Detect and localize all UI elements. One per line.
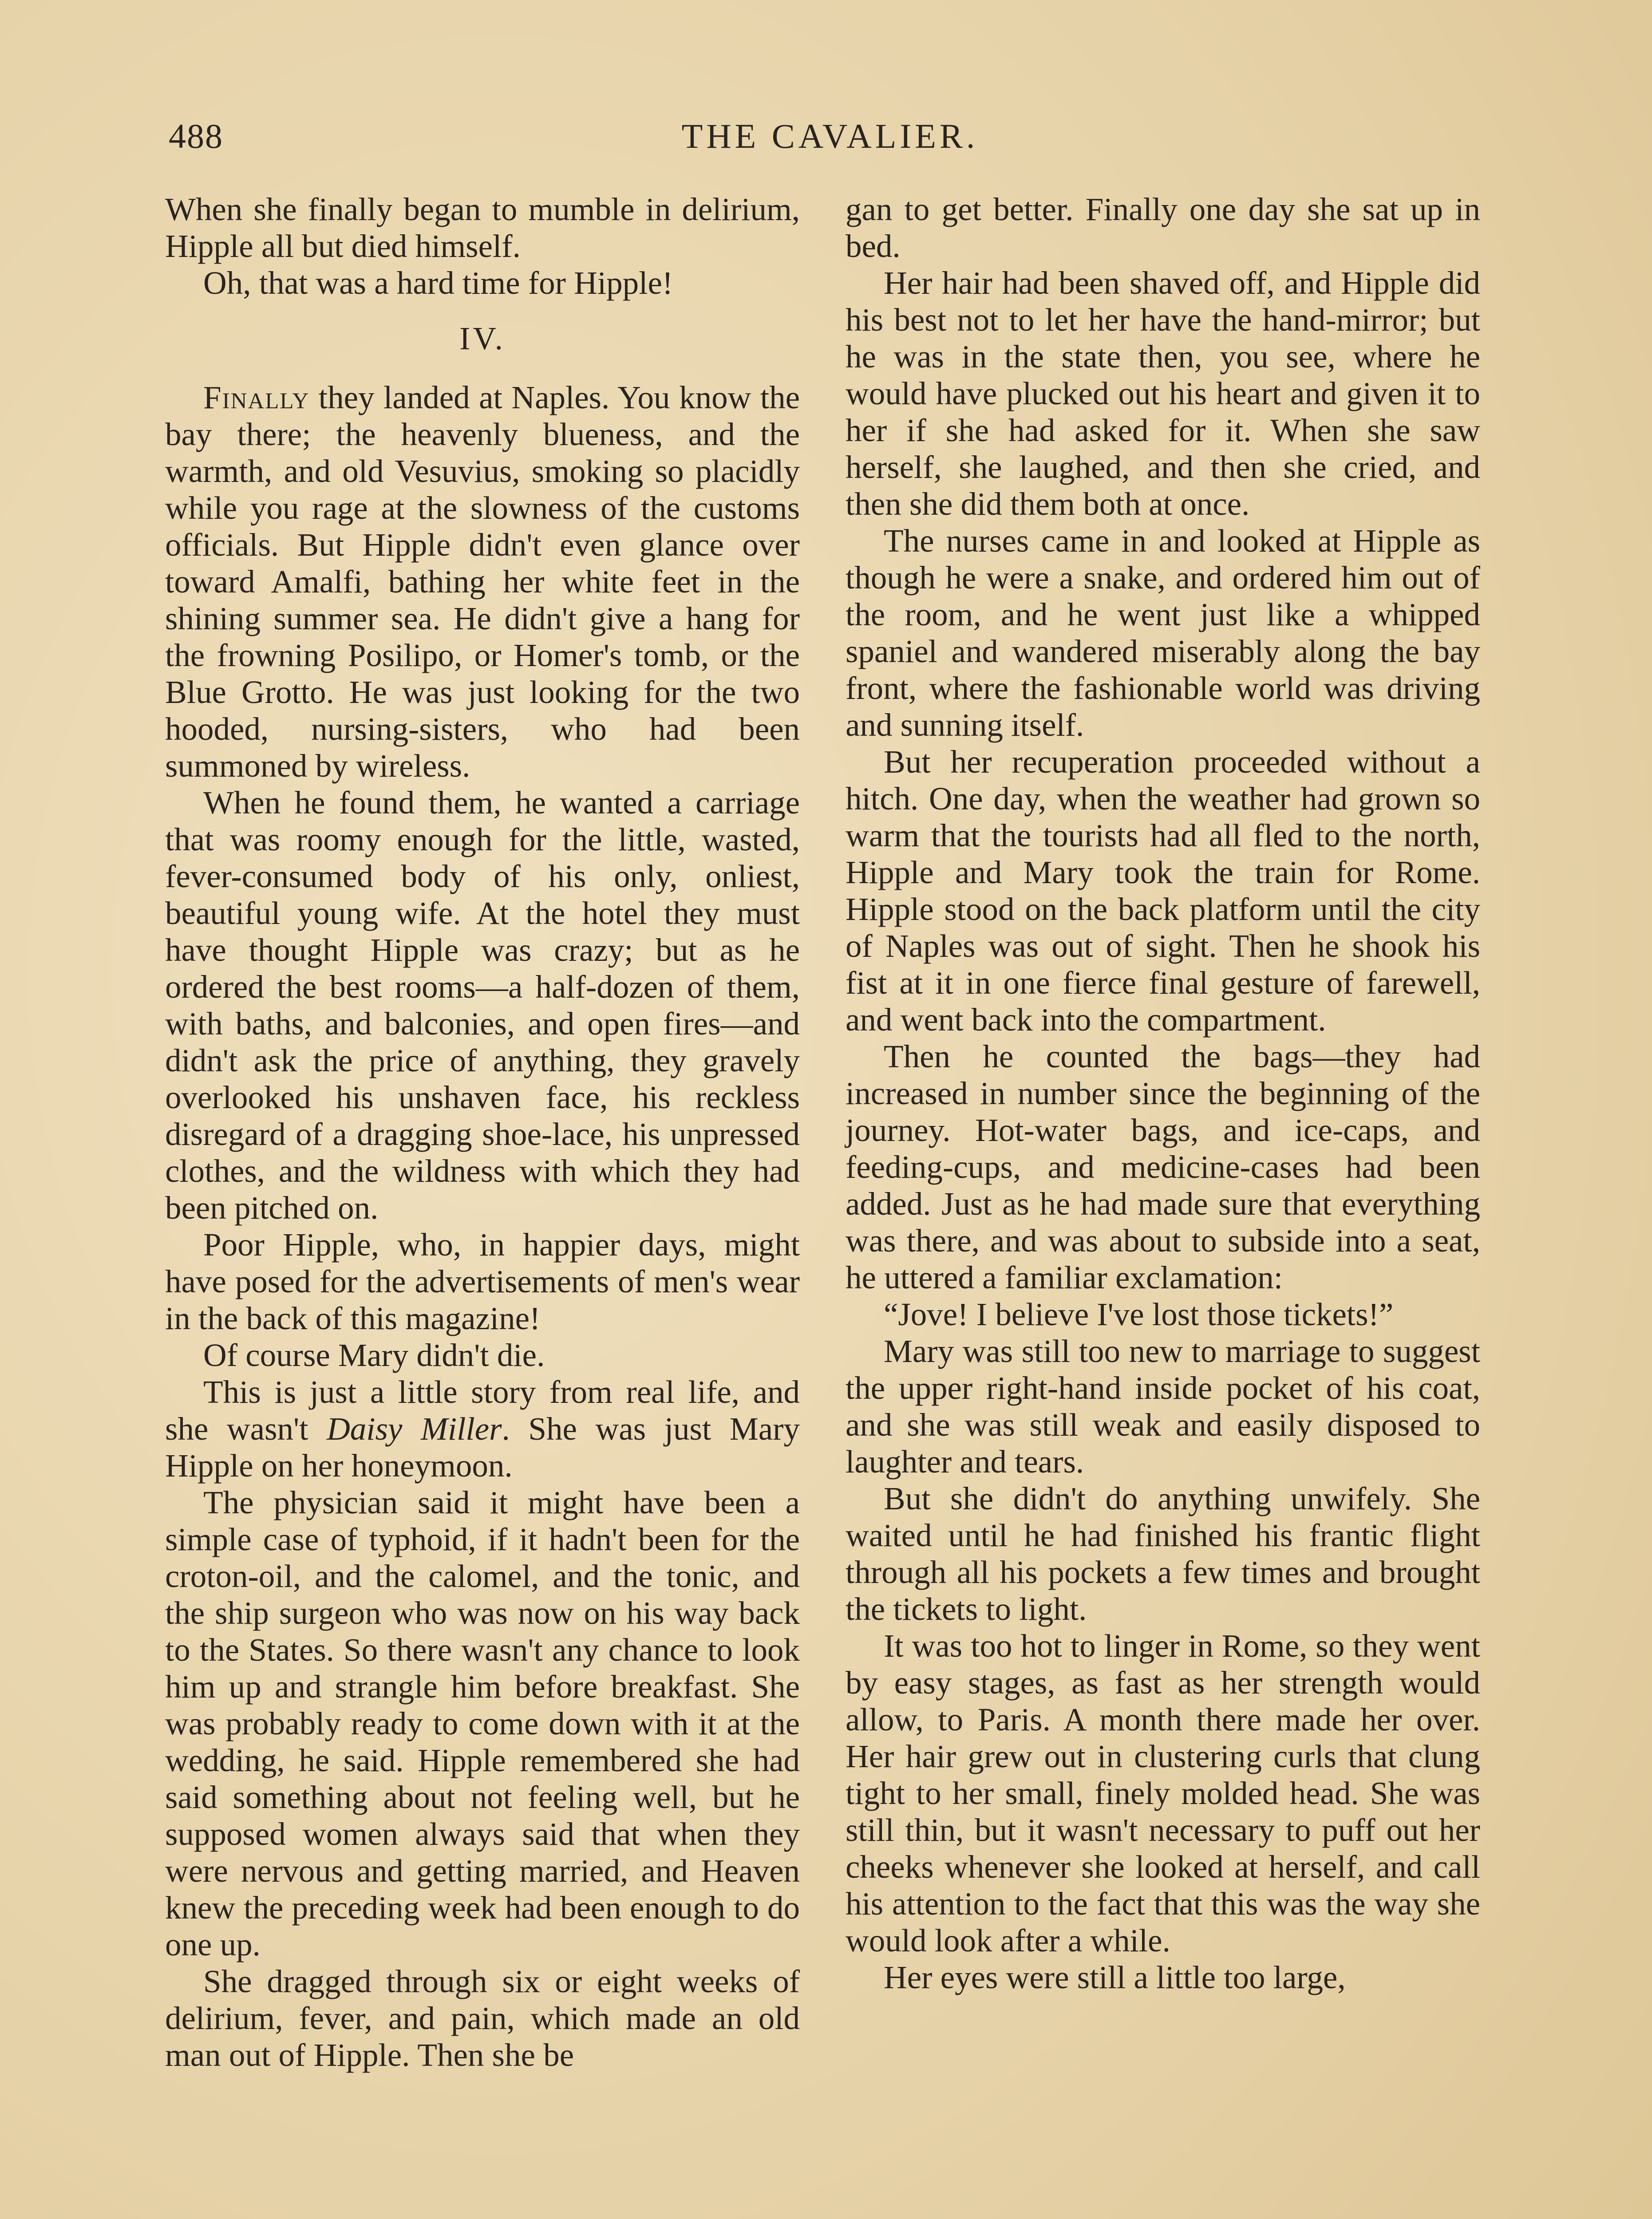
paragraph: gan to get better. Finally one day she sat up in bed. — [846, 191, 1480, 264]
book-title: Daisy Miller — [327, 1411, 502, 1447]
paragraph: She dragged through six or eight weeks of delirium, fever, and pain, which made an old man out of Hipple. Then she be — [165, 1963, 800, 2073]
paragraph — [165, 1374, 800, 1484]
paragraph-text: This is just a little story from real life, and she wasn't — [165, 1374, 800, 1447]
paragraph — [165, 379, 800, 784]
paragraph-text: they landed at Naples. You know the bay there; the heavenly blueness, and the warmth, and old Vesuvius, smoking so placidly while you rage at the slowness of the customs officials. But Hipple didn't even glance over toward Amalfi, bathing her white feet in the shining summer sea. He didn't give a hang for the frowning Posilipo, or Homer's tomb, or the Blue Grotto. He was just looking for the two hooded, nursing-sisters, who had been summoned by wireless. — [165, 379, 800, 784]
paragraph: The nurses came in and looked at Hipple as though he were a snake, and ordered him out of the room, and he went just like a whipped spaniel and wandered miserably along the bay front, where the fashionable world was driving and sunning itself. — [846, 523, 1480, 743]
right-column — [846, 191, 1480, 1996]
paragraph: When he found them, he wanted a carriage that was roomy enough for the little, wasted, fever-consumed body of his only, onliest, beautiful young wife. At the hotel they must have thought Hipple was crazy; but as he ordered the best rooms—a half-dozen of them, with baths, and balconies, and open fires—and didn't ask the price of anything, they gravely overlooked his unshaven face, his reckless disregard of a dragging shoe-lace, his unpressed clothes, and the wildness with which they had been pitched on. — [165, 785, 800, 1226]
paragraph: “Jove! I believe I've lost those tickets!” — [884, 1296, 1394, 1332]
paragraph: Her eyes were still a little too large, — [884, 1959, 1346, 1995]
paragraph: The physician said it might have been a simple case of typhoid, if it hadn't been for the croton-oil, and the calomel, and the tonic, and the ship surgeon who was now on his way back to the States. So there wasn't any chance to look him up and strangle him before breakfast. She was probably ready to come down with it at the wedding, he said. Hipple remembered she had said something about not feeling well, but he supposed women always said that when they were nervous and getting married, and Heaven knew the preceding week had been enough to do one up. — [165, 1485, 800, 1962]
paragraph: Then he counted the bags—they had increased in number since the beginning of the journey. Hot-water bags, and ice-caps, and feeding-cups, and medicine-cases had been added. Just as he had made sure that everything was there, and was about to subside into a seat, he uttered a familiar exclamation: — [846, 1038, 1480, 1295]
paragraph: But her recuperation proceeded without a hitch. One day, when the weather had grown so warm that the tourists had all fled to the north, Hipple and Mary took the train for Rome. Hipple stood on the back platform until the city of Naples was out of sight. Then he shook his fist at it in one fierce final gesture of farewell, and went back into the compartment. — [846, 744, 1480, 1038]
paragraph: But she didn't do anything unwifely. She waited until he had finished his frantic flight through all his pockets a few times and brought the tickets to light. — [846, 1481, 1480, 1627]
left-column — [165, 191, 800, 2073]
page-header — [169, 116, 1491, 165]
paragraph: Mary was still too new to marriage to suggest the upper right-hand inside pocket of his coat, and she was still weak and easily disposed to laughter and tears. — [846, 1333, 1480, 1480]
paragraph: Of course Mary didn't die. — [203, 1337, 545, 1373]
paragraph: Her hair had been shaved off, and Hipple did his best not to let her have the hand-mirror; but he was in the state then, you see, where he would have plucked out his heart and given it to her if she had asked for it. When she saw herself, she laughed, and then she cried, and then she did them both at once. — [846, 265, 1480, 522]
section-heading: IV. — [459, 320, 506, 356]
paragraph: It was too hot to linger in Rome, so they went by easy stages, as fast as her strength would allow, to Paris. A month there made her over. Her hair grew out in clustering curls that clung tight to her small, finely molded head. She was still thin, but it wasn't necessary to puff out her cheeks whenever she looked at herself, and call his attention to the fact that this was the way she would look after a while. — [846, 1628, 1480, 1958]
paragraph: Oh, that was a hard time for Hipple! — [203, 265, 673, 301]
lead-word: Finally — [203, 379, 310, 415]
paragraph-text: . She was just Mary Hipple on her honeymoon. — [165, 1411, 800, 1484]
running-head: THE CAVALIER. — [681, 117, 979, 155]
paragraph: When she finally began to mumble in delirium, Hipple all but died himself. — [165, 191, 800, 264]
paragraph: Poor Hipple, who, in happier days, might have posed for the advertisements of men's wear in the back of this magazine! — [165, 1227, 800, 1336]
page-number: 488 — [169, 117, 223, 155]
